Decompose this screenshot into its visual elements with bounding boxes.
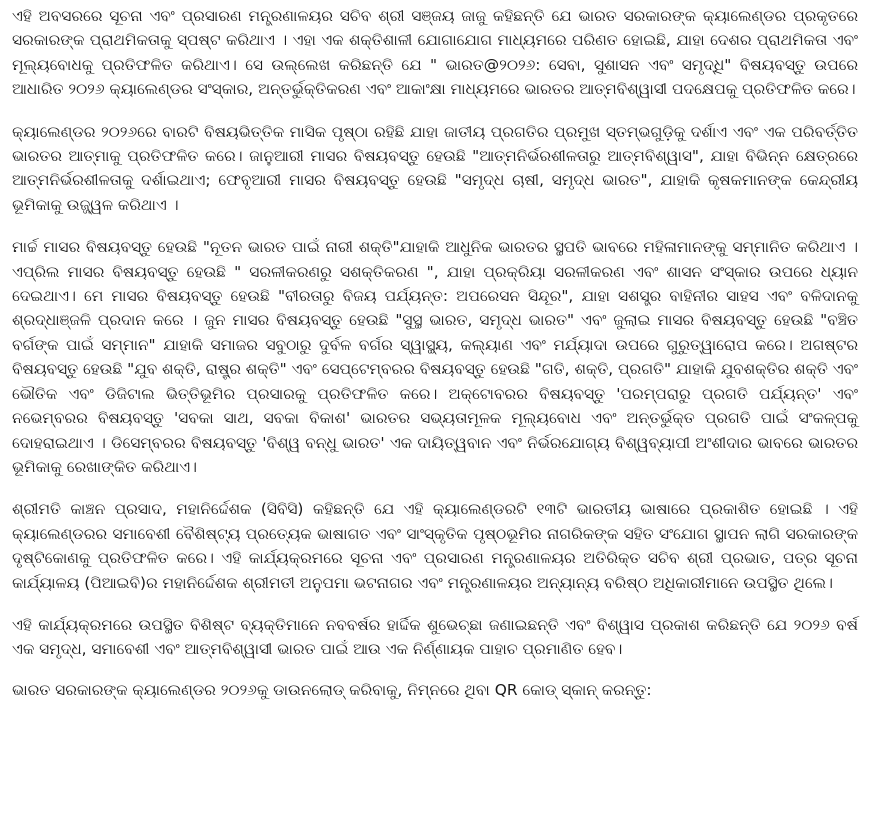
paragraph-calendar-themes-jan-feb: କ୍ୟାଲେଣ୍ଡର ୨୦୨୬ରେ ବାରଟି ବିଷୟଭିତ୍ତିକ ମାସିକ ପୃଷ୍ଠା ରହିଛି ଯାହା ଜାତୀୟ ପ୍ରଗତିର ପ୍ରମୁଖ ସ୍ତମ୍ଭଗୁଡ଼ିକୁ ଦର୍ଶାଏ ଏବଂ ଏକ ପରିବର୍ତ୍ତିତ ଭାରତର ଆତ୍ମାକୁ ପ୍ରତିଫଳିତ କରେ। ଜାନୁଆରୀ ମାସର ବିଷୟବସ୍ତୁ ହେଉଛି "ଆତ୍ମନିର୍ଭରଶୀଳତାରୁ ଆତ୍ମବିଶ୍ୱାସ", ଯାହା ବିଭିନ୍ନ କ୍ଷେତ୍ରରେ ଆତ୍ମନିର୍ଭରଶୀଳତାକୁ ଦର୍ଶାଇଥାଏ; ଫେବୃଆରୀ ମାସର ବିଷୟବସ୍ତୁ ହେଉଛି "ସମୃଦ୍ଧ ଚାଷୀ, ସମୃଦ୍ଧ ଭାରତ", ଯାହାକି କୃଷକମାନଙ୍କ କେନ୍ଦ୍ରୀୟ ଭୂମିକାକୁ ଉଜ୍ଜ୍ୱଳ କରିଥାଏ । bbox=[12, 122, 858, 214]
paragraph-download-instructions: ଭାରତ ସରକାରଙ୍କ କ୍ୟାଲେଣ୍ଡର ୨୦୨୬କୁ ଡାଉନଲୋଡ୍ କରିବାକୁ, ନିମ୍ନରେ ଥିବା QR କୋଡ୍ ସ୍କାନ୍ କରନ୍ତୁ: bbox=[12, 680, 652, 699]
paragraph-secretary-statement: ଏହି ଅବସରରେ ସୂଚନା ଏବଂ ପ୍ରସାରଣ ମନ୍ତ୍ରଣାଳୟର ସଚିବ ଶ୍ରୀ ସଞ୍ଜୟ ଜାଜୁ କହିଛନ୍ତି ଯେ ଭାରତ ସରକାରଙ୍କ କ୍ୟାଲେଣ୍ଡର ପ୍ରକୃତରେ ସରକାରଙ୍କ ପ୍ରାଥମିକତାକୁ ସ୍ପଷ୍ଟ କରିଥାଏ । ଏହା ଏକ ଶକ୍ତିଶାଳୀ ଯୋଗାଯୋଗ ମାଧ୍ୟମରେ ପରିଣତ ହୋଇଛି, ଯାହା ଦେଶର ପ୍ରାଥମିକତା ଏବଂ ମୂଲ୍ୟବୋଧକୁ ପ୍ରତିଫଳିତ କରିଥାଏ। ସେ ଉଲ୍ଲେଖ କରିଛନ୍ତି ଯେ " ଭାରତ@୨୦୨୬: ସେବା, ସୁଶାସନ ଏବଂ ସମୃଦ୍ଧି" ବିଷୟବସ୍ତୁ ଉପରେ ଆଧାରିତ ୨୦୨୬ କ୍ୟାଲେଣ୍ଡର ସଂସ୍କାର, ଅନ୍ତର୍ଭୁକ୍ତିକରଣ ଏବଂ ଆକାଂକ୍ଷା ମାଧ୍ୟମରେ ଭାରତର ଆତ୍ମବିଶ୍ୱାସୀ ପଦକ୍ଷେପକୁ ପ୍ରତିଫଳିତ କରେ। bbox=[12, 7, 858, 99]
document-body bbox=[12, 0, 858, 702]
paragraph-calendar-themes-mar-dec: ମାର୍ଚ୍ଚ ମାସର ବିଷୟବସ୍ତୁ ହେଉଛି "ନୂତନ ଭାରତ ପାଇଁ ନାରୀ ଶକ୍ତି"ଯାହାକି ଆଧୁନିକ ଭାରତର ସ୍ଥପତି ଭାବରେ ମହିଳାମାନଙ୍କୁ ସମ୍ମାନିତ କରିଥାଏ । ଏପ୍ରିଲ ମାସର ବିଷୟବସ୍ତୁ ହେଉଛି " ସରଳୀକରଣରୁ ସଶକ୍ତିକରଣ ", ଯାହା ପ୍ରକ୍ରିୟା ସରଳୀକରଣ ଏବଂ ଶାସନ ସଂସ୍କାର ଉପରେ ଧ୍ୟାନ ଦେଇଥାଏ। ମେ ମାସର ବିଷୟବସ୍ତୁ ହେଉଛି "ବୀରତାରୁ ବିଜୟ ପର୍ଯ୍ୟନ୍ତ: ଅପରେସନ ସିନ୍ଦୂର", ଯାହା ସଶସ୍ତ୍ର ବାହିନୀର ସାହସ ଏବଂ ବଳିଦାନକୁ ଶ୍ରଦ୍ଧାଞ୍ଜଳି ପ୍ରଦାନ କରେ । ଜୁନ ମାସର ବିଷୟବସ୍ତୁ ହେଉଛି "ସୁସ୍ଥ ଭାରତ, ସମୃଦ୍ଧ ଭାରତ" ଏବଂ ଜୁଲାଇ ମାସର ବିଷୟବସ୍ତୁ ହେଉଛି "ବଞ୍ଚିତ ବର୍ଗଙ୍କ ପାଇଁ ସମ୍ମାନ" ଯାହାକି ସମାଜର ସବୁଠାରୁ ଦୁର୍ବଳ ବର୍ଗର ସ୍ୱାସ୍ଥ୍ୟ, କଲ୍ୟାଣ ଏବଂ ମର୍ଯ୍ୟାଦା ଉପରେ ଗୁରୁତ୍ୱାରୋପ କରେ। ଅଗଷ୍ଟର ବିଷୟବସ୍ତୁ ହେଉଛି "ଯୁବ ଶକ୍ତି, ରାଷ୍ଟ୍ର ଶକ୍ତି" ଏବଂ ସେପ୍ଟେମ୍ବରର ବିଷୟବସ୍ତୁ ହେଉଛି "ଗତି, ଶକ୍ତି, ପ୍ରଗତି" ଯାହାକି ଯୁବଶକ୍ତିର ଶକ୍ତି ଏବଂ ଭୌତିକ ଏବଂ ଡିଜିଟାଲ ଭିତ୍ତିଭୂମିର ପ୍ରସାରକୁ ପ୍ରତିଫଳିତ କରେ। ଅକ୍ଟୋବରର ବିଷୟବସ୍ତୁ 'ପରମ୍ପରାରୁ ପ୍ରଗତି ପର୍ଯ୍ୟନ୍ତ' ଏବଂ ନଭେମ୍ବରର ବିଷୟବସ୍ତୁ 'ସବକା ସାଥ, ସବକା ବିକାଶ' ଭାରତର ସଭ୍ୟତାମୂଳକ ମୂଲ୍ୟବୋଧ ଏବଂ ଅନ୍ତର୍ଭୁକ୍ତ ପ୍ରଗତି ପାଇଁ ସଂକଳ୍ପକୁ ଦୋହରାଇଥାଏ । ଡିସେମ୍ବରର ବିଷୟବସ୍ତୁ 'ବିଶ୍ୱ ବନ୍ଧୁ ଭାରତ' ଏକ ଦାୟିତ୍ୱବାନ ଏବଂ ନିର୍ଭରଯୋଗ୍ୟ ବିଶ୍ୱବ୍ୟାପୀ ଅଂଶୀଦାର ଭାବରେ ଭାରତର ଭୂମିକାକୁ ରେଖାଙ୍କିତ କରିଥାଏ। bbox=[12, 238, 858, 476]
paragraph-director-general-statement: ଶ୍ରୀମତି କାଞ୍ଚନ ପ୍ରସାଦ, ମହାନିର୍ଦ୍ଦେଶକ (ସିବିସି) କହିଛନ୍ତି ଯେ ଏହି କ୍ୟାଲେଣ୍ଡରଟି ୧୩ଟି ଭାରତୀୟ ଭାଷାରେ ପ୍ରକାଶିତ ହୋଇଛି । ଏହି କ୍ୟାଲେଣ୍ଡରର ସମାବେଶୀ ବୈଶିଷ୍ଟ୍ୟ ପ୍ରତ୍ୟେକ ଭାଷାଗତ ଏବଂ ସାଂସ୍କୃତିକ ପୃଷ୍ଠଭୂମିର ନାଗରିକଙ୍କ ସହିତ ସଂଯୋଗ ସ୍ଥାପନ ଲାଗି ସରକାରଙ୍କ ଦୃଷ୍ଟିକୋଣକୁ ପ୍ରତିଫଳିତ କରେ। ଏହି କାର୍ଯ୍ୟକ୍ରମରେ ସୂଚନା ଏବଂ ପ୍ରସାରଣ ମନ୍ତ୍ରଣାଳୟର ଅତିରିକ୍ତ ସଚିବ ଶ୍ରୀ ପ୍ରଭାତ, ପତ୍ର ସୂଚନା କାର୍ଯ୍ୟାଳୟ (ପିଆଇବି)ର ମହାନିର୍ଦ୍ଦେଶକ ଶ୍ରୀମତୀ ଅନୁପମା ଭଟନାଗର ଏବଂ ମନ୍ତ୍ରଣାଳୟର ଅନ୍ୟାନ୍ୟ ବରିଷ୍ଠ ଅଧିକାରୀମାନେ ଉପସ୍ଥିତ ଥିଲେ। bbox=[12, 500, 858, 592]
paragraph-new-year-wishes: ଏହି କାର୍ଯ୍ୟକ୍ରମରେ ଉପସ୍ଥିତ ବିଶିଷ୍ଟ ବ୍ୟକ୍ତିମାନେ ନବବର୍ଷର ହାର୍ଦ୍ଦିକ ଶୁଭେଚ୍ଛା ଜଣାଇଛନ୍ତି ଏବଂ ବିଶ୍ୱାସ ପ୍ରକାଶ କରିଛନ୍ତି ଯେ ୨୦୨୬ ବର୍ଷ ଏକ ସମୃଦ୍ଧ, ସମାବେଶୀ ଏବଂ ଆତ୍ମବିଶ୍ୱାସୀ ଭାରତ ପାଇଁ ଆଉ ଏକ ନିର୍ଣ୍ଣାୟକ ପାହାଚ ପ୍ରମାଣିତ ହେବ। bbox=[12, 615, 858, 659]
